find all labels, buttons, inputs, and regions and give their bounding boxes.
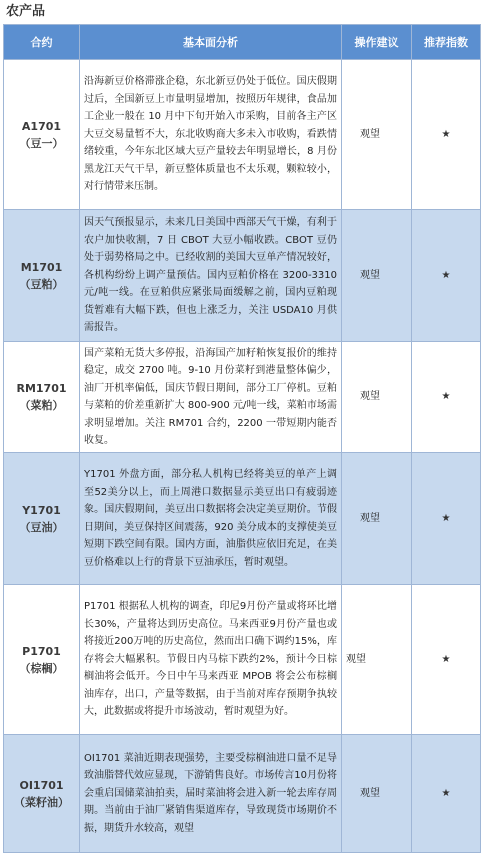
contract-cell [4, 585, 80, 735]
contract-code: A1701 [21, 119, 62, 133]
table-row [4, 342, 481, 453]
contract-code: M1701 [20, 260, 63, 274]
contract-cell [4, 210, 80, 342]
rating-star: ★ [412, 735, 481, 853]
advice-cell: 观望 [342, 453, 412, 585]
table-row [4, 453, 481, 585]
table-row [4, 60, 481, 210]
rating-star: ★ [412, 60, 481, 210]
analysis-cell: 国产菜粕无货大多停报，沿海国产加籽粕恢复报价的维持稳定，成交 2700 吨。9-10 月份菜籽到港量整体偏少，油厂开机率偏低，国庆节假日期间，部分工厂停机。豆粕与菜粕的价差重新扩大 800-900 元/吨一线，菜粕市场需求明显增加。关注 RM701 合约，2200 一带短期内能否收复。 [80, 342, 342, 453]
contract-cell [4, 735, 80, 853]
analysis-cell: 因天气预报显示，未来几日美国中西部天气干燥，有利于农户加快收割，7 日 CBOT 大豆小幅收跌。CBOT 豆仍处于弱势格局之中。已经收割的美国大豆单产情况较好，各机构纷纷上调产量预估。国内豆粕价格在 3200-3310 元/吨一线。在豆粕供应紧张局面缓解之前，国内豆粕现货暂难有大幅下跌，但也上涨乏力，关注 USDA10 月供需报告。 [80, 210, 342, 342]
contract-name: （菜粕） [19, 399, 64, 412]
contract-code: P1701 [22, 644, 61, 658]
table-row [4, 210, 481, 342]
contract-cell [4, 60, 80, 210]
rating-star: ★ [412, 585, 481, 735]
section-title: 农产品 [6, 4, 46, 19]
contract-code: Y1701 [22, 503, 61, 517]
advice-cell: 观望 [342, 210, 412, 342]
table-row [4, 735, 481, 853]
advice-cell: 观望 [342, 342, 412, 453]
header-rating: 推荐指数 [412, 25, 481, 60]
futures-table [3, 24, 481, 853]
contract-name: （菜籽油） [14, 795, 69, 809]
header-advice: 操作建议 [342, 25, 412, 60]
contract-name: （豆粕） [19, 277, 64, 291]
analysis-cell: OI1701 菜油近期表现强势，主要受棕榈油进口量不足导致油脂替代效应显现，下游销售良好。市场传言10月份将会重启国储菜油拍卖，届时菜油将会进入新一轮去库存周期。当前由于油厂紧销售渠道库存，导致现货市场期价不振，期货升水较高，观望 [80, 735, 342, 853]
rating-star: ★ [412, 453, 481, 585]
analysis-cell: Y1701 外盘方面，部分私人机构已经将美豆的单产上调至52美分以上，而上周港口数据显示美豆出口有疲弱迹象。国庆假期间，美豆出口数据将会决定美豆期价。节假日期间，美豆保持区间震荡，920 美分成本的支撑使美豆短期下跌空间有限。国内方面，油脂供应依旧充足，在美豆价格难以上行的背景下豆油承压，暂时观望。 [80, 453, 342, 585]
rating-star: ★ [412, 210, 481, 342]
contract-cell [4, 342, 80, 453]
advice-cell: 观望 [342, 60, 412, 210]
contract-cell [4, 453, 80, 585]
header-analysis: 基本面分析 [80, 25, 342, 60]
contract-name: （豆油） [19, 520, 64, 534]
contract-name: （豆一） [19, 136, 64, 150]
advice-cell: 观望 [342, 585, 412, 735]
contract-code: OI1701 [19, 778, 64, 792]
table-row [4, 585, 481, 735]
table-header-row [4, 25, 481, 60]
header-contract: 合约 [4, 25, 80, 60]
contract-name: （棕榈） [19, 661, 64, 675]
contract-code: RM1701 [16, 382, 67, 395]
advice-cell: 观望 [342, 735, 412, 853]
analysis-cell: 沿海新豆价格滞涨企稳，东北新豆仍处于低位。国庆假期过后，全国新豆上市量明显增加，按照历年规律，食品加工企业一般在 10 月中下旬开始入市采购，目前各主产区大豆交易量暂不大，东北收购商大多未入市收购，看跌情绪较重，今年东北区域大豆产量较去年明显增长，8 月份黑龙江天气干旱，新豆整体质量也不太乐观，颗粒较小，对行情带来压制。 [80, 60, 342, 210]
analysis-cell: P1701 根据私人机构的调查，印尼9月份产量或将环比增长30%，产量将达到历史高位。马来西亚9月份产量也或将接近200万吨的历史高位，然而出口确下调约15%，库存将会大幅累积。节假日内马棕下跌约2%，预计今日棕榈油将会低开。今日中午马来西亚 MPOB 将会公布棕榈油库存，出口，产量等数据，由于当前对库存预期争执较大，此数据或将提升市场波动，暂时观望为好。 [80, 585, 342, 735]
rating-star: ★ [412, 342, 481, 453]
